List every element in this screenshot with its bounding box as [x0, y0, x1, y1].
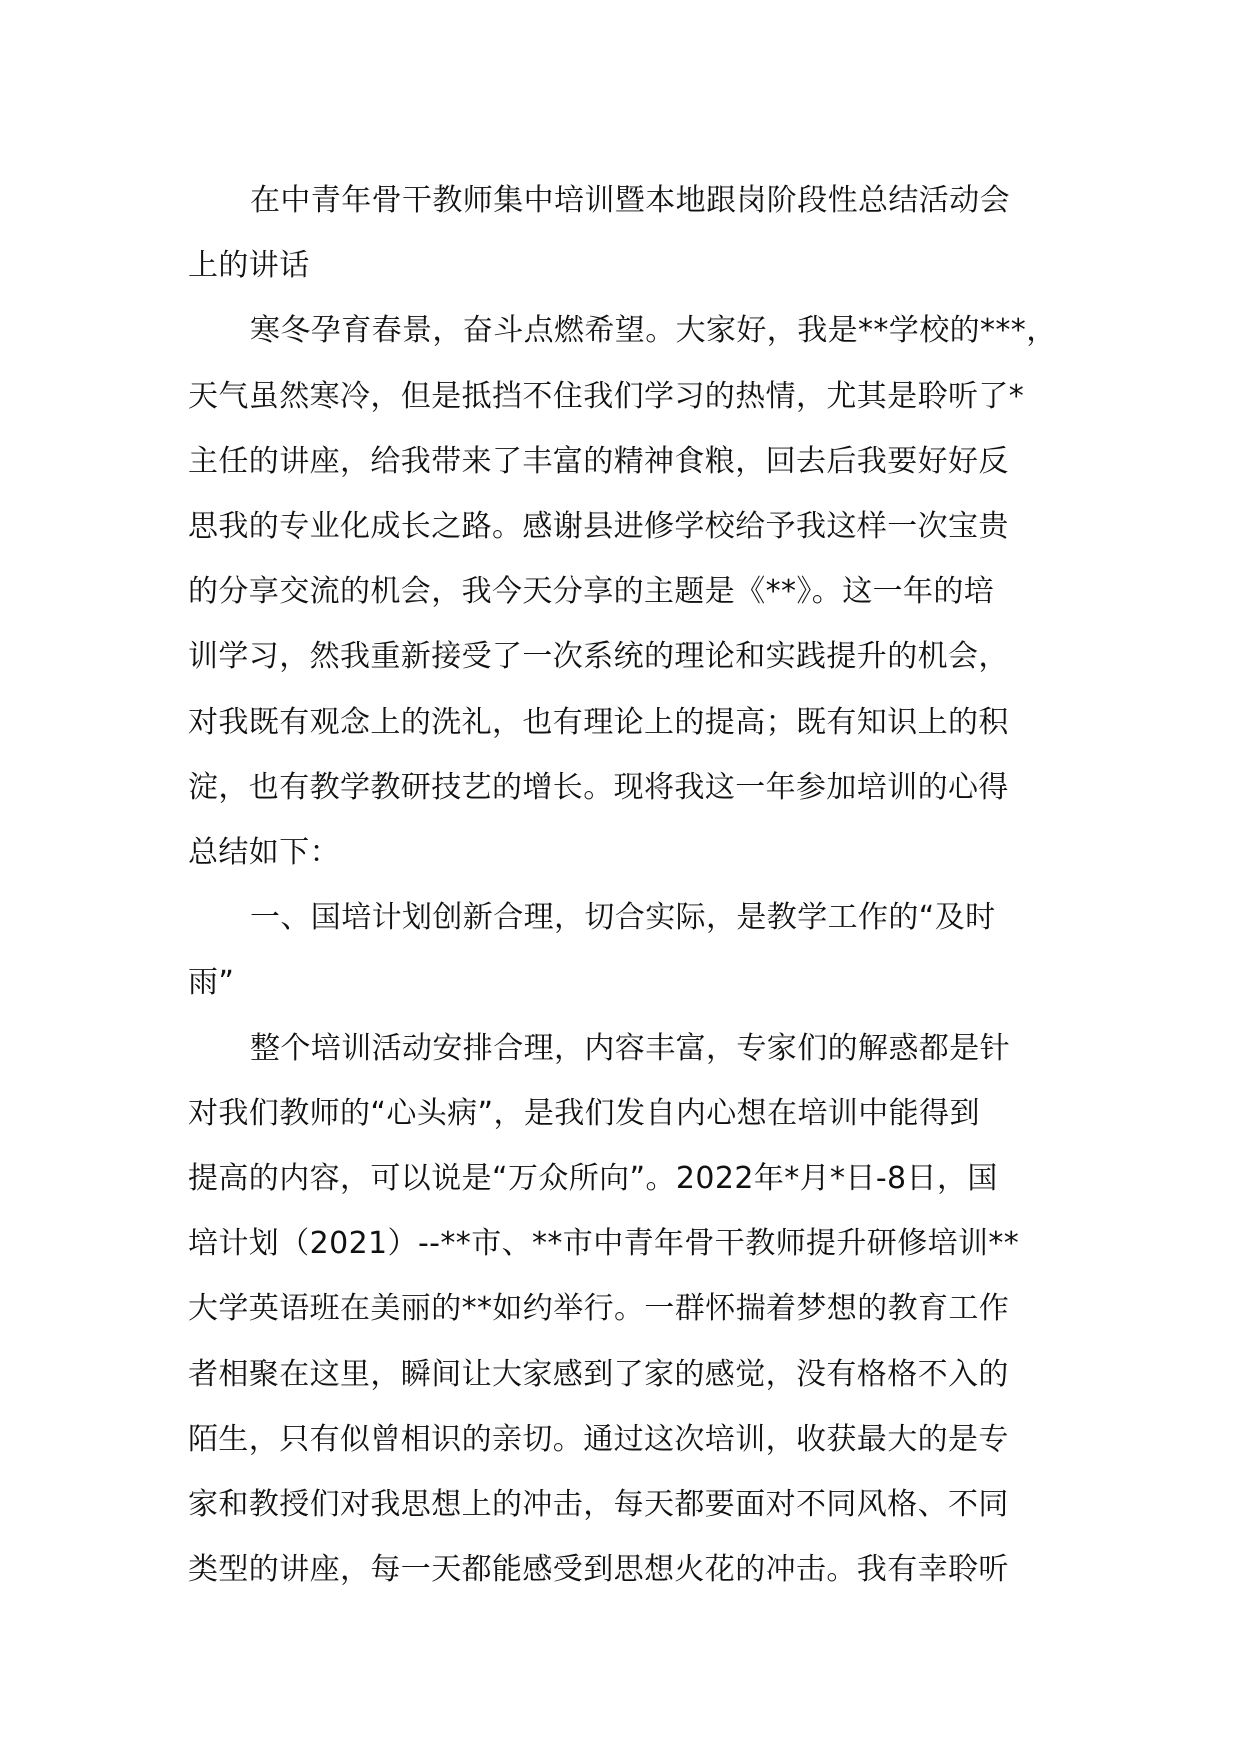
title-line: 上的讲话: [188, 248, 310, 284]
paragraph-line: 者相聚在这里，瞬间让大家感到了家的感觉，没有格格不入的: [188, 1356, 1009, 1392]
paragraph-line: 的分享交流的机会，我今天分享的主题是《**》。这一年的培: [188, 574, 995, 610]
paragraph-line: 训学习，然我重新接受了一次系统的理论和实践提升的机会，: [188, 639, 1009, 675]
document-body: [188, 168, 1068, 1602]
paragraph-line: 类型的讲座，每一天都能感受到思想火花的冲击。我有幸聆听: [188, 1552, 1009, 1588]
paragraph-line: 思我的专业化成长之路。感谢县进修学校给予我这样一次宝贵: [188, 509, 1009, 545]
paragraph-line: 提高的内容，可以说是“万众所向”。2022年*月*日-8日，国: [188, 1161, 998, 1197]
paragraph-line: 对我们教师的“心头病”，是我们发自内心想在培训中能得到: [188, 1095, 980, 1131]
title-line: 在中青年骨干教师集中培训暨本地跟岗阶段性总结活动会: [250, 183, 1010, 218]
paragraph-line: 天气虽然寒冷，但是抵挡不住我们学习的热情，尤其是聆听了*: [188, 378, 1025, 414]
paragraph-line: 家和教授们对我思想上的冲击，每天都要面对不同风格、不同: [188, 1487, 1009, 1523]
paragraph-line: 对我既有观念上的洗礼，也有理论上的提高；既有知识上的积: [188, 704, 1009, 740]
paragraph-line: 整个培训活动安排合理，内容丰富，专家们的解惑都是针: [250, 1030, 1010, 1066]
section-heading-line: 雨”: [188, 965, 235, 1001]
paragraph-line: 淀，也有教学教研技艺的增长。现将我这一年参加培训的心得: [188, 769, 1009, 805]
paragraph-line: 寒冬孕育春景，奋斗点燃希望。大家好，我是**学校的***，: [250, 313, 1057, 349]
paragraph-line: 总结如下：: [188, 835, 340, 871]
paragraph-line: 大学英语班在美丽的**如约举行。一群怀揣着梦想的教育工作: [188, 1291, 1010, 1327]
paragraph-line: 陌生，只有似曾相识的亲切。通过这次培训，收获最大的是专: [188, 1421, 1009, 1457]
paragraph-line: 培计划（2021）--**市、**市中青年骨干教师提升研修培训**: [188, 1226, 1020, 1262]
paragraph-line: 主任的讲座，给我带来了丰富的精神食粮，回去后我要好好反: [188, 443, 1009, 479]
section-heading-line: 一、国培计划创新合理，切合实际，是教学工作的“及时: [250, 900, 996, 936]
